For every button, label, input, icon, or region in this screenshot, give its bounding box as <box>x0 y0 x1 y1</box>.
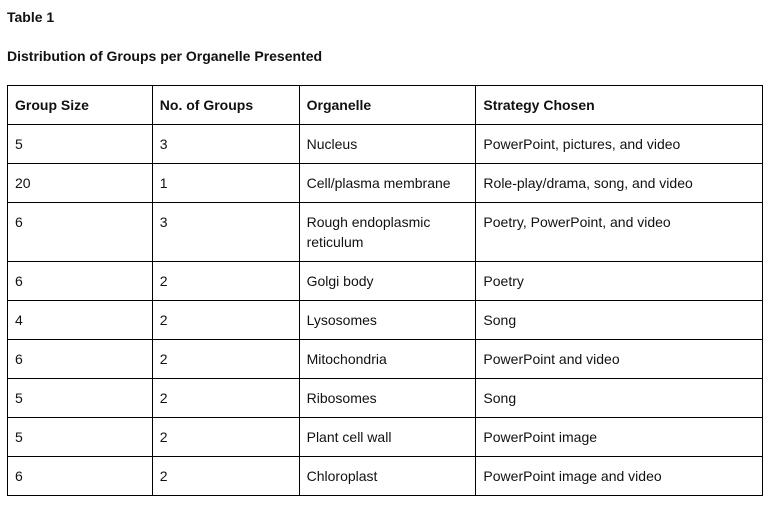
cell-strategy: Song <box>476 301 763 340</box>
header-group-size: Group Size <box>8 86 153 125</box>
cell-group-size: 5 <box>8 125 153 164</box>
table-row <box>8 457 763 496</box>
table-header <box>8 86 763 125</box>
cell-group-size: 6 <box>8 457 153 496</box>
cell-no-of-groups: 2 <box>152 379 299 418</box>
cell-no-of-groups: 2 <box>152 457 299 496</box>
cell-strategy: Song <box>476 379 763 418</box>
cell-organelle: Golgi body <box>299 262 476 301</box>
cell-no-of-groups: 2 <box>152 418 299 457</box>
cell-no-of-groups: 2 <box>152 340 299 379</box>
cell-organelle: Nucleus <box>299 125 476 164</box>
cell-organelle: Chloroplast <box>299 457 476 496</box>
table-row <box>8 125 763 164</box>
table-title: Distribution of Groups per Organelle Presented <box>7 48 323 64</box>
table-row <box>8 164 763 203</box>
cell-no-of-groups: 3 <box>152 125 299 164</box>
cell-group-size: 6 <box>8 340 153 379</box>
cell-group-size: 6 <box>8 262 153 301</box>
table-row <box>8 418 763 457</box>
cell-group-size: 20 <box>8 164 153 203</box>
header-organelle: Organelle <box>299 86 476 125</box>
cell-no-of-groups: 1 <box>152 164 299 203</box>
cell-strategy: PowerPoint and video <box>476 340 763 379</box>
cell-strategy: PowerPoint image <box>476 418 763 457</box>
header-strategy-chosen: Strategy Chosen <box>476 86 763 125</box>
cell-strategy: PowerPoint, pictures, and video <box>476 125 763 164</box>
table-body <box>8 125 763 496</box>
cell-no-of-groups: 2 <box>152 262 299 301</box>
cell-no-of-groups: 3 <box>152 203 299 262</box>
cell-strategy: Role-play/drama, song, and video <box>476 164 763 203</box>
cell-strategy: Poetry, PowerPoint, and video <box>476 203 763 262</box>
table-row <box>8 379 763 418</box>
organelle-distribution-table <box>7 85 763 496</box>
cell-group-size: 4 <box>8 301 153 340</box>
cell-organelle: Lysosomes <box>299 301 476 340</box>
cell-organelle: Plant cell wall <box>299 418 476 457</box>
header-row <box>8 86 763 125</box>
cell-no-of-groups: 2 <box>152 301 299 340</box>
cell-organelle: Cell/plasma membrane <box>299 164 476 203</box>
cell-group-size: 5 <box>8 379 153 418</box>
cell-group-size: 5 <box>8 418 153 457</box>
table-row <box>8 301 763 340</box>
table-label: Table 1 <box>7 9 55 25</box>
cell-organelle: Rough endoplasmic reticulum <box>299 203 476 262</box>
cell-group-size: 6 <box>8 203 153 262</box>
cell-organelle: Ribosomes <box>299 379 476 418</box>
cell-organelle: Mitochondria <box>299 340 476 379</box>
table-row <box>8 340 763 379</box>
cell-strategy: PowerPoint image and video <box>476 457 763 496</box>
header-no-of-groups: No. of Groups <box>152 86 299 125</box>
table-row <box>8 203 763 262</box>
cell-strategy: Poetry <box>476 262 763 301</box>
table-row <box>8 262 763 301</box>
